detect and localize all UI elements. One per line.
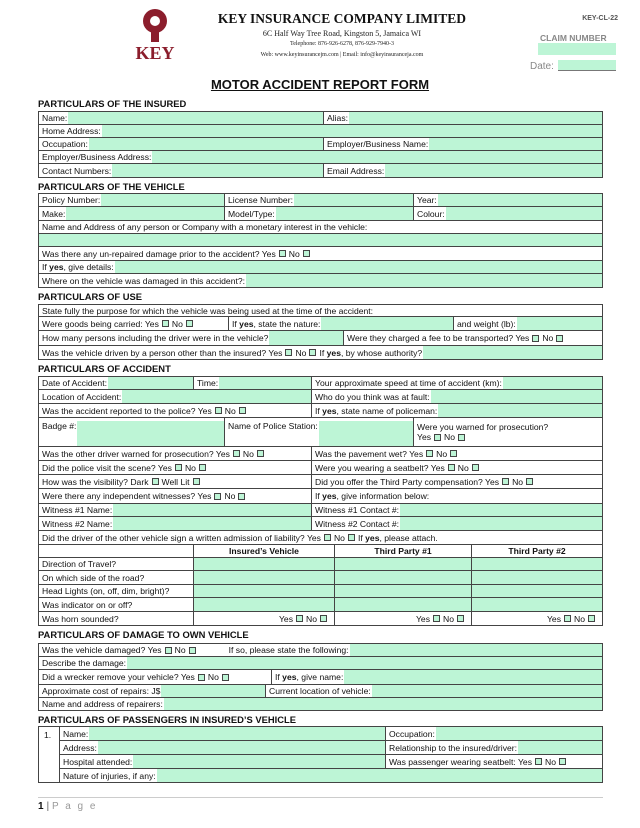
- interest-field[interactable]: [38, 234, 603, 247]
- accident-row-witnesses: [38, 489, 603, 504]
- weight-label: and weight (lb):: [457, 318, 516, 329]
- unrepaired-yes-checkbox[interactable]: [279, 250, 286, 257]
- compensation-label: Did you offer the Third Party compensation? Yes: [315, 476, 500, 487]
- goods-yes-checkbox[interactable]: [162, 320, 169, 327]
- lights-insured-field[interactable]: [194, 585, 335, 597]
- contact-label: Contact Numbers:: [42, 165, 112, 176]
- driven-no-checkbox[interactable]: [309, 349, 316, 356]
- hospital-label: Hospital attended:: [63, 756, 133, 767]
- witness2-contact-field[interactable]: [400, 517, 602, 530]
- table-row-horn: [38, 612, 603, 626]
- where-damaged-field[interactable]: [246, 274, 602, 287]
- compensation-yes-checkbox[interactable]: [502, 478, 509, 485]
- employer-name-label: Employer/Business Name:: [327, 139, 429, 149]
- damage-row-damaged: [38, 643, 603, 657]
- license-field[interactable]: [294, 194, 413, 206]
- company-name: KEY INSURANCE COMPANY LIMITED: [217, 11, 467, 26]
- interest-label: Name and Address of any person or Company with a monetary interest in the vehicle:: [42, 222, 368, 232]
- damage-row-wrecker: [38, 670, 603, 685]
- speed-label: Your approximate speed at time of accident (km):: [315, 378, 502, 388]
- page-footer: [38, 801, 97, 812]
- accident-row-admission: [38, 531, 603, 545]
- witness1-contact-label: Witness #1 Contact #:: [315, 505, 400, 515]
- section-accident-heading: PARTICULARS OF ACCIDENT: [38, 363, 171, 374]
- email-field[interactable]: [385, 164, 602, 177]
- yes-label: Yes: [417, 432, 432, 442]
- location-field[interactable]: [122, 390, 311, 403]
- no-label: No: [545, 756, 556, 767]
- relationship-label: Relationship to the insured/driver:: [389, 742, 518, 753]
- goods-no-checkbox[interactable]: [186, 320, 193, 327]
- no-label: No: [224, 405, 236, 416]
- fee-label: Were they charged a fee to be transported? Yes: [347, 333, 530, 343]
- company-address: 6C Half Way Tree Road, Kingston 5, Jamaica WI: [262, 29, 422, 38]
- claim-number-field[interactable]: [538, 43, 616, 55]
- witness1-name-label: Witness #1 Name:: [42, 505, 113, 515]
- side-tp1-field[interactable]: [335, 571, 472, 584]
- vehicle-row-where: [38, 274, 603, 288]
- accident-row-badge: [38, 418, 603, 447]
- passenger-occupation-label: Occupation:: [389, 728, 435, 739]
- vehicle-row-policy: [38, 193, 603, 207]
- insured-row-occupation: [38, 138, 603, 151]
- lights-label: Head Lights (on, off, dim, bright)?: [39, 585, 194, 597]
- badge-label: Badge #:: [42, 421, 77, 431]
- no-label: No: [443, 613, 454, 624]
- indicator-label: Was indicator on or off?: [39, 598, 194, 611]
- witness2-contact-label: Witness #2 Contact #:: [315, 518, 400, 529]
- logo-text: KEY: [135, 43, 175, 62]
- warned-label: Were you warned for prosecution?: [417, 422, 549, 432]
- speed-field[interactable]: [503, 377, 602, 389]
- weight-field[interactable]: [517, 317, 602, 330]
- employer-name-field[interactable]: [429, 138, 602, 150]
- admission-yes-checkbox[interactable]: [324, 534, 331, 541]
- passenger-name-field[interactable]: [89, 727, 385, 740]
- driven-label: Was the vehicle driven by a person other than the insured? Yes: [42, 347, 283, 358]
- visit-label: Did the police visit the scene? Yes: [42, 462, 172, 473]
- unrepaired-no-checkbox[interactable]: [303, 250, 310, 257]
- accident-row-location: [38, 390, 603, 404]
- driven-yes-checkbox[interactable]: [285, 349, 292, 356]
- year-label: Year:: [417, 195, 437, 205]
- damaged-no-checkbox[interactable]: [189, 647, 196, 654]
- employer-address-field[interactable]: [152, 151, 602, 163]
- seatbelt-no-checkbox[interactable]: [472, 464, 479, 471]
- no-label: No: [171, 318, 183, 329]
- relationship-field[interactable]: [518, 741, 602, 754]
- passenger-seatbelt-label: Was passenger wearing seatbelt: Yes: [389, 756, 532, 767]
- passenger-address-field[interactable]: [98, 741, 385, 754]
- lights-tp2-field[interactable]: [472, 585, 602, 597]
- page-number: 1: [38, 801, 44, 812]
- reported-yes-checkbox[interactable]: [215, 407, 222, 414]
- warned-yes-checkbox[interactable]: [434, 434, 441, 441]
- damage-row-repairers: [38, 698, 603, 711]
- table-row-side: [38, 571, 603, 585]
- vehicle-row-details: [38, 261, 603, 274]
- nature-field[interactable]: [321, 317, 453, 330]
- no-label: No: [306, 613, 317, 624]
- injuries-label: Nature of injuries, if any:: [63, 770, 156, 781]
- insured-row-employer-address: [38, 151, 603, 164]
- vehicle-location-field[interactable]: [372, 685, 602, 697]
- accident-row-visit: [38, 461, 603, 475]
- policeman-field[interactable]: [438, 404, 602, 417]
- accident-row-visibility: [38, 475, 603, 489]
- other-warned-yes-checkbox[interactable]: [233, 450, 240, 457]
- fee-yes-checkbox[interactable]: [532, 335, 539, 342]
- attach-label: If yes, please attach.: [357, 532, 438, 543]
- accident-row-other-warned: [38, 447, 603, 461]
- wrecker-label: Did a wrecker remove your vehicle? Yes: [42, 672, 195, 682]
- indicator-tp1-field[interactable]: [335, 598, 472, 611]
- email-label: Email Address:: [327, 165, 385, 176]
- section-use-heading: PARTICULARS OF USE: [38, 291, 142, 302]
- damage-row-cost: [38, 685, 603, 698]
- yes-label: Yes: [278, 613, 293, 624]
- license-label: License Number:: [228, 195, 293, 205]
- passenger-name-label: Name:: [63, 728, 89, 739]
- section-insured-heading: PARTICULARS OF THE INSURED: [38, 98, 187, 109]
- indicator-tp2-field[interactable]: [472, 598, 602, 611]
- section-vehicle-heading: PARTICULARS OF THE VEHICLE: [38, 181, 185, 192]
- colour-label: Colour:: [417, 208, 445, 219]
- alias-label: Alias:: [327, 113, 349, 123]
- wrecker-yes-checkbox[interactable]: [198, 674, 205, 681]
- passenger-occupation-field[interactable]: [436, 727, 602, 740]
- employer-address-label: Employer/Business Address:: [42, 152, 152, 162]
- witnesses-label: Were there any independent witnesses? Yes: [42, 491, 212, 501]
- travel-insured-field[interactable]: [194, 558, 335, 570]
- no-label: No: [542, 333, 554, 343]
- side-insured-field[interactable]: [194, 571, 335, 584]
- time-label: Time:: [197, 378, 219, 388]
- warned-no-checkbox[interactable]: [458, 434, 465, 441]
- reported-no-checkbox[interactable]: [239, 407, 246, 414]
- admission-label: Did the driver of the other vehicle sign a written admission of liability? Yes: [42, 532, 321, 543]
- table-row-lights: [38, 585, 603, 598]
- repairers-field[interactable]: [164, 698, 602, 710]
- location-label: Location of Accident:: [42, 391, 122, 402]
- no-label: No: [174, 645, 186, 655]
- damage-field[interactable]: [350, 644, 602, 656]
- fault-field[interactable]: [431, 390, 602, 403]
- no-label: No: [184, 462, 196, 473]
- use-row-purpose: [38, 304, 603, 317]
- witness1-contact-field[interactable]: [400, 504, 602, 516]
- colour-field[interactable]: [446, 207, 602, 220]
- damage-row-describe: [38, 657, 603, 670]
- fee-no-checkbox[interactable]: [556, 335, 563, 342]
- use-row-goods: [38, 317, 603, 331]
- travel-tp1-field[interactable]: [335, 558, 472, 570]
- injuries-field[interactable]: [157, 769, 602, 782]
- station-label: Name of Police Station:: [228, 421, 318, 431]
- repairers-label: Name and address of repairers:: [42, 699, 163, 709]
- footer-divider: [38, 797, 603, 798]
- table-row-travel: [38, 558, 603, 571]
- horn-tp1-yes-checkbox[interactable]: [433, 615, 440, 622]
- no-label: No: [295, 347, 307, 358]
- witness2-name-field[interactable]: [113, 517, 311, 530]
- no-label: No: [512, 476, 524, 487]
- witnesses-yes-checkbox[interactable]: [214, 493, 221, 500]
- form-code: KEY-CL-22: [582, 15, 618, 22]
- wrecker-name-field[interactable]: [344, 670, 602, 684]
- accident-row-date: [38, 376, 603, 390]
- witness2-name-label: Witness #2 Name:: [42, 518, 113, 529]
- policy-field[interactable]: [101, 194, 224, 206]
- wrecker-no-checkbox[interactable]: [222, 674, 229, 681]
- horn-tp2-yes-checkbox[interactable]: [564, 615, 571, 622]
- alias-field[interactable]: [349, 112, 602, 124]
- authority-field[interactable]: [423, 346, 602, 359]
- horn-tp2-no-checkbox[interactable]: [588, 615, 595, 622]
- wrecker-name-label: If yes, give name:: [275, 672, 344, 682]
- damaged-yes-checkbox[interactable]: [165, 647, 172, 654]
- reported-label: Was the accident reported to the police? Yes: [42, 405, 212, 416]
- other-warned-label: Was the other driver warned for prosecution? Yes: [42, 448, 230, 459]
- company-telephone: Telephone: 876-926-6278, 876-929-7940-3: [289, 41, 395, 47]
- passenger-block: [38, 726, 603, 783]
- badge-field[interactable]: [77, 421, 224, 446]
- make-field[interactable]: [66, 207, 224, 220]
- hospital-field[interactable]: [133, 755, 385, 768]
- passenger-number: 1.: [39, 727, 60, 782]
- nature-label: If yes, state the nature:: [232, 318, 321, 329]
- time-field[interactable]: [219, 377, 311, 389]
- horn-label: Was horn sounded?: [39, 612, 194, 625]
- use-row-driven: [38, 346, 603, 360]
- travel-tp2-field[interactable]: [472, 558, 602, 570]
- yes-label: Yes: [546, 613, 561, 624]
- details-field[interactable]: [115, 261, 602, 273]
- pavement-label: Was the pavement wet? Yes: [315, 448, 424, 459]
- side-tp2-field[interactable]: [472, 571, 602, 584]
- visibility-dark-checkbox[interactable]: [152, 478, 159, 485]
- vehicle-row-unrepaired: [38, 247, 603, 261]
- where-damaged-label: Where on the vehicle was damaged in this accident?:: [42, 275, 246, 286]
- witness-info-label: If yes, give information below:: [315, 491, 430, 501]
- pavement-no-checkbox[interactable]: [450, 450, 457, 457]
- accident-date-label: Date of Accident:: [42, 378, 107, 388]
- vehicle-location-label: Current location of vehicle:: [269, 686, 371, 696]
- travel-label: Direction of Travel?: [39, 558, 194, 570]
- side-label: On which side of the road?: [39, 571, 194, 584]
- visit-yes-checkbox[interactable]: [175, 464, 182, 471]
- date-field[interactable]: [558, 60, 616, 71]
- if-so-label: If so, please state the following:: [228, 645, 349, 655]
- pavement-yes-checkbox[interactable]: [426, 450, 433, 457]
- company-web-email: Web: www.keyinsurancejm.com | Email: info@keyinsuranceja.com: [260, 52, 424, 58]
- date-label: Date:: [530, 61, 554, 72]
- home-address-field[interactable]: [102, 125, 602, 137]
- no-label: No: [436, 448, 448, 459]
- make-label: Make:: [42, 208, 66, 219]
- contact-field[interactable]: [112, 164, 323, 177]
- vehicle-row-make: [38, 207, 603, 221]
- no-label: No: [444, 432, 456, 442]
- passenger-seatbelt-no-checkbox[interactable]: [559, 758, 566, 765]
- policy-label: Policy Number:: [42, 195, 101, 205]
- col-third-party-1: Third Party #1: [335, 545, 472, 557]
- model-label: Model/Type:: [228, 208, 275, 219]
- damaged-label: Was the vehicle damaged? Yes: [42, 645, 162, 655]
- section-damage-heading: PARTICULARS OF DAMAGE TO OWN VEHICLE: [38, 629, 249, 640]
- yes-label: Yes: [415, 613, 430, 624]
- visibility-well-lit-checkbox[interactable]: [193, 478, 200, 485]
- passenger-seatbelt-yes-checkbox[interactable]: [535, 758, 542, 765]
- section-passengers-heading: PARTICULARS OF PASSENGERS IN INSURED’S VEHICLE: [38, 714, 297, 725]
- details-label: If yes, give details:: [42, 262, 114, 272]
- no-label: No: [288, 248, 300, 259]
- visit-no-checkbox[interactable]: [199, 464, 206, 471]
- key-logo: [130, 8, 180, 62]
- other-warned-no-checkbox[interactable]: [257, 450, 264, 457]
- accident-row-reported: [38, 404, 603, 418]
- no-label: No: [457, 462, 469, 473]
- purpose-label: State fully the purpose for which the vehicle was being used at the time of the accident:: [42, 305, 374, 316]
- model-field[interactable]: [276, 207, 413, 220]
- witnesses-no-checkbox[interactable]: [238, 493, 245, 500]
- goods-label: Were goods being carried: Yes: [42, 318, 159, 329]
- col-third-party-2: Third Party #2: [508, 546, 566, 556]
- no-label: No: [574, 613, 585, 624]
- use-row-persons: [38, 331, 603, 346]
- no-label: No: [207, 672, 219, 682]
- page-label: P a g e: [51, 801, 98, 812]
- unrepaired-label: Was there any un-repaired damage prior to the accident? Yes: [42, 248, 276, 259]
- year-field[interactable]: [438, 194, 602, 206]
- accident-row-witness1: [38, 504, 603, 517]
- accident-date-field[interactable]: [108, 377, 193, 389]
- lights-tp1-field[interactable]: [335, 585, 472, 597]
- name-label: Name:: [42, 113, 68, 123]
- passenger-address-label: Address:: [63, 742, 97, 753]
- policeman-label: If yes, state name of policeman:: [315, 405, 438, 416]
- describe-field[interactable]: [127, 657, 602, 669]
- authority-label: If yes, by whose authority?: [319, 347, 423, 358]
- well-lit-label: Well Lit: [161, 476, 190, 487]
- insured-name-field[interactable]: [68, 112, 323, 124]
- home-address-label: Home Address:: [42, 126, 101, 136]
- fault-label: Who do you think was at fault:: [315, 391, 430, 402]
- cost-label: Approximate cost of repairs: J$: [42, 686, 161, 696]
- compensation-no-checkbox[interactable]: [526, 478, 533, 485]
- horn-insured-no-checkbox[interactable]: [320, 615, 327, 622]
- page-separator: |: [46, 801, 50, 812]
- vehicle-table-header: [38, 545, 603, 558]
- insured-row-name: [38, 111, 603, 125]
- no-label: No: [242, 448, 254, 459]
- horn-insured-yes-checkbox[interactable]: [296, 615, 303, 622]
- cost-field[interactable]: [161, 685, 265, 697]
- no-label: No: [333, 532, 345, 543]
- occupation-label: Occupation:: [42, 139, 88, 149]
- visibility-label: How was the visibility? Dark: [42, 476, 149, 487]
- occupation-field[interactable]: [89, 138, 323, 150]
- form-title: MOTOR ACCIDENT REPORT FORM: [210, 77, 430, 92]
- claim-number-label: CLAIM NUMBER: [540, 33, 607, 43]
- insured-row-address: [38, 125, 603, 138]
- horn-tp1-no-checkbox[interactable]: [457, 615, 464, 622]
- persons-field[interactable]: [269, 331, 343, 345]
- station-field[interactable]: [319, 421, 413, 446]
- witness1-name-field[interactable]: [113, 504, 311, 516]
- indicator-insured-field[interactable]: [194, 598, 335, 611]
- seatbelt-yes-checkbox[interactable]: [448, 464, 455, 471]
- describe-label: Describe the damage:: [42, 658, 127, 668]
- vehicle-row-interest: [38, 221, 603, 234]
- accident-row-witness2: [38, 517, 603, 531]
- admission-no-checkbox[interactable]: [348, 534, 355, 541]
- insured-row-contact: [38, 164, 603, 178]
- no-label: No: [224, 491, 236, 501]
- seatbelt-label: Were you wearing a seatbelt? Yes: [315, 462, 445, 473]
- col-insured-vehicle: Insured’s Vehicle: [194, 545, 335, 557]
- table-row-indicator: [38, 598, 603, 612]
- persons-label: How many persons including the driver were in the vehicle?: [42, 333, 269, 343]
